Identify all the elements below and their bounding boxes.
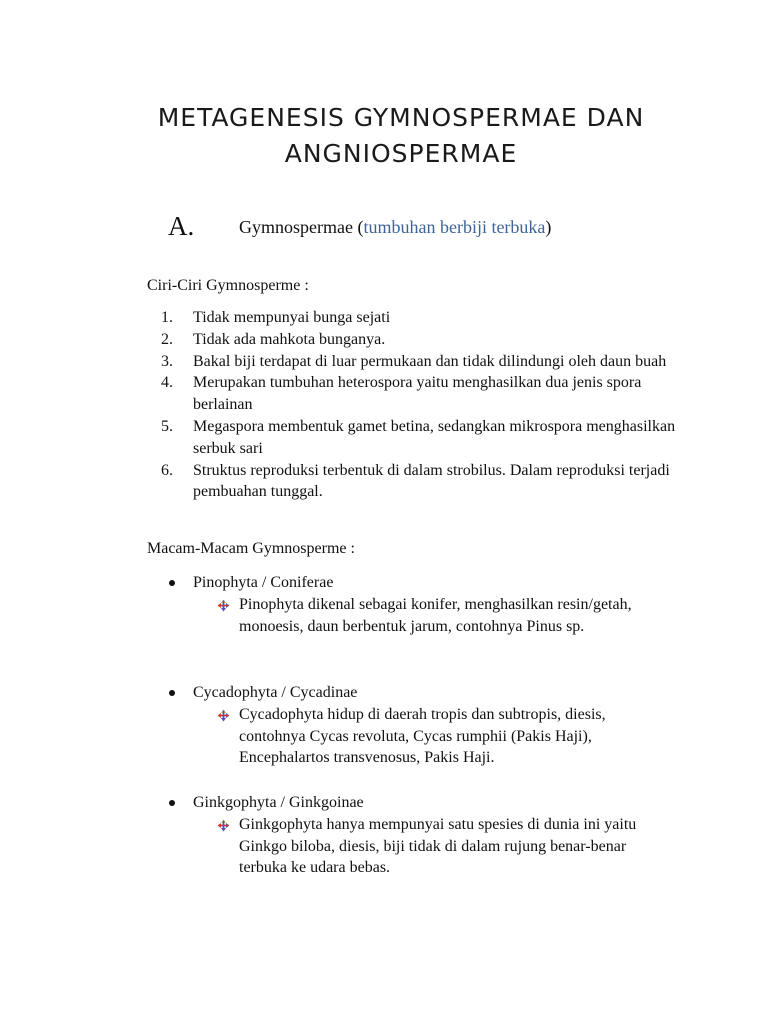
- close-paren: ): [545, 217, 552, 237]
- sub-bullet-row: [215, 704, 649, 769]
- ciri-list: [161, 307, 681, 503]
- item-text: Bakal biji terdapat di luar permukaan dan tidak dilindungi oleh daun buah: [193, 352, 667, 370]
- title-line-2: ANGNIOSPERMAE: [284, 139, 518, 168]
- item-text: Struktus reproduksi terbentuk di dalam strobilus. Dalam reproduksi terjadi pembuahan tunggal.: [193, 461, 670, 501]
- macam-detail: Ginkgophyta hanya mempunyai satu spesies di dunia ini yaitu Ginkgo biloba, diesis, biji tidak di dalam rujung benar-benar terbuka ke udara bebas.: [239, 815, 637, 877]
- bullet-row: [169, 792, 669, 814]
- ciri-item: [161, 416, 681, 460]
- ciri-item: [161, 351, 681, 373]
- page-title: [100, 100, 702, 172]
- ciri-heading: Ciri-Ciri Gymnosperme :: [147, 277, 309, 294]
- sub-bullet-row: [215, 814, 649, 879]
- title-line-1: METAGENESIS GYMNOSPERMAE DAN: [157, 103, 645, 132]
- bullet-row: [169, 572, 669, 594]
- ciri-item: [161, 372, 681, 416]
- four-way-arrow-icon: [217, 819, 230, 832]
- bullet-dot-icon: [169, 580, 175, 586]
- item-number: 1.: [161, 309, 173, 326]
- item-number: 6.: [161, 461, 173, 479]
- macam-item: [169, 792, 669, 879]
- section-subtitle: tumbuhan berbiji terbuka: [363, 217, 546, 237]
- item-text: Megaspora membentuk gamet betina, sedangkan mikrospora menghasilkan serbuk sari: [193, 417, 676, 457]
- section-heading: [168, 210, 668, 242]
- item-text: Tidak mempunyai bunga sejati: [193, 309, 391, 326]
- ciri-item: [161, 460, 681, 504]
- macam-detail: Cycadophyta hidup di daerah tropis dan subtropis, diesis, contohnya Cycas revoluta, Cycas rumphii (Pakis Haji), Encephalartos transvenosus, Pakis Haji.: [239, 705, 606, 767]
- item-number: 2.: [161, 330, 173, 348]
- section-title: [239, 215, 551, 239]
- four-way-arrow-icon: [217, 709, 230, 722]
- section-name: Gymnospermae: [239, 217, 353, 237]
- item-text: Merupakan tumbuhan heterospora yaitu menghasilkan dua jenis spora berlainan: [193, 374, 642, 414]
- sub-bullet-row: [215, 594, 649, 638]
- item-number: 5.: [161, 417, 173, 435]
- macam-item: [169, 682, 669, 769]
- macam-name: Cycadophyta / Cycadinae: [193, 684, 358, 701]
- macam-name: Pinophyta / Coniferae: [193, 574, 334, 591]
- section-letter: A.: [168, 211, 195, 241]
- macam-item: [169, 572, 669, 637]
- open-paren: (: [357, 217, 364, 237]
- bullet-row: [169, 682, 669, 704]
- item-text: Tidak ada mahkota bunganya.: [193, 330, 386, 348]
- macam-detail: Pinophyta dikenal sebagai konifer, menghasilkan resin/getah, monoesis, daun berbentuk jarum, contohnya Pinus sp.: [239, 595, 632, 635]
- ciri-item: [161, 329, 681, 351]
- macam-heading: Macam-Macam Gymnosperme :: [147, 540, 355, 557]
- four-way-arrow-icon: [217, 599, 230, 612]
- bullet-dot-icon: [169, 690, 175, 696]
- bullet-dot-icon: [169, 800, 175, 806]
- item-number: 3.: [161, 352, 173, 370]
- macam-name: Ginkgophyta / Ginkgoinae: [193, 794, 364, 811]
- ciri-item: [161, 307, 681, 329]
- item-number: 4.: [161, 374, 173, 392]
